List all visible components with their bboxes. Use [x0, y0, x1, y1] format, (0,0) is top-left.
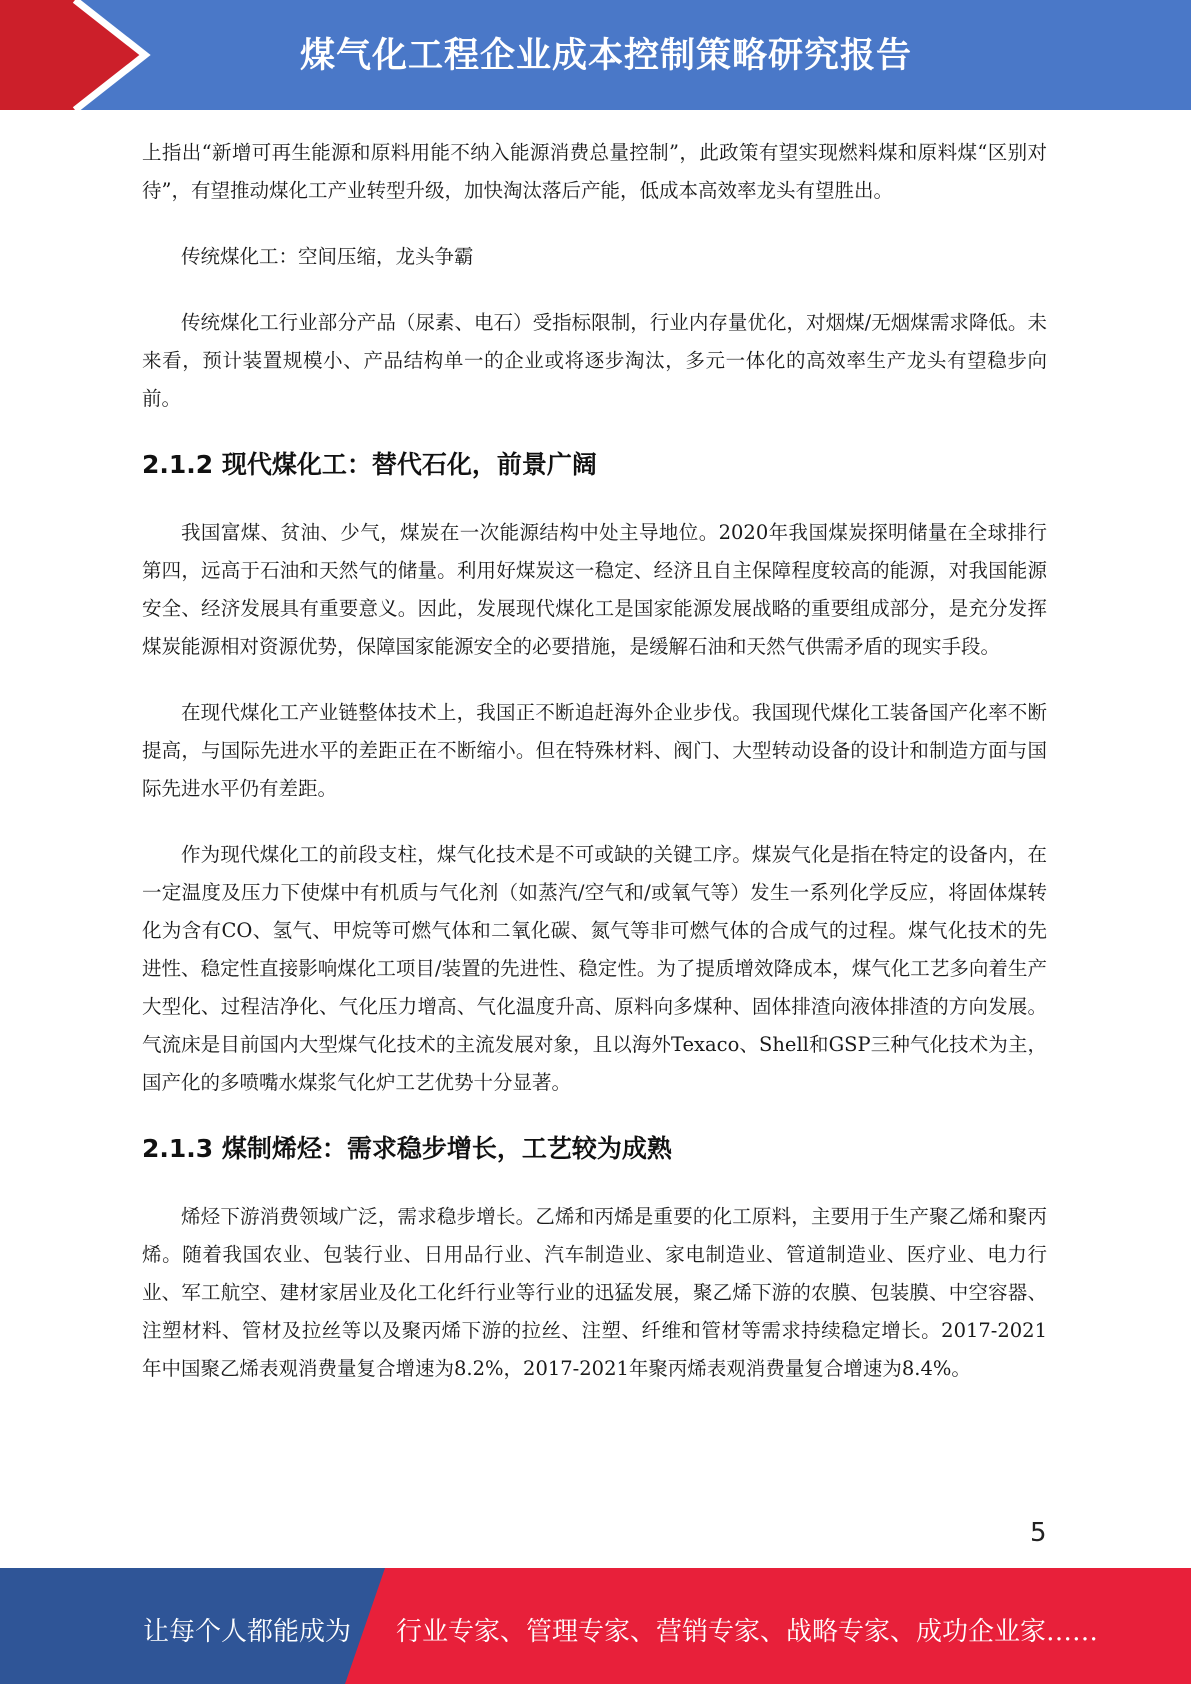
paragraph-energy-structure: 我国富煤、贫油、少气，煤炭在一次能源结构中处主导地位。2020年我国煤炭探明储量在全球排行第四，远高于石油和天然气的储量。利用好煤炭这一稳定、经济且自主保障程度较高的能源，对我国能源安全、经济发展具有重要意义。因此，发展现代煤化工是国家能源发展战略的重要组成部分，是充分发挥煤炭能源相对资源优势，保障国家能源安全的必要措施，是缓解石油和天然气供需矛盾的现实手段。 — [142, 521, 1047, 658]
paragraph-technology-gap: 在现代煤化工产业链整体技术上，我国正不断追赶海外企业步伐。我国现代煤化工装备国产化率不断提高，与国际先进水平的差距正在不断缩小。但在特殊材料、阀门、大型转动设备的设计和制造方面与国际先进水平仍有差距。 — [142, 701, 1047, 800]
document-body — [142, 134, 1047, 1416]
paragraph-gasification: 作为现代煤化工的前段支柱，煤气化技术是不可或缺的关键工序。煤炭气化是指在特定的设备内，在一定温度及压力下使煤中有机质与气化剂（如蒸汽/空气和/或氧气等）发生一系列化学反应，将固体煤转化为含有CO、氢气、甲烷等可燃气体和二氧化碳、氮气等非可燃气体的合成气的过程。煤气化技术的先进性、稳定性直接影响煤化工项目/装置的先进性、稳定性。为了提质增效降成本，煤气化工艺多向着生产大型化、过程洁净化、气化压力增高、气化温度升高、原料向多煤种、固体排渣向液体排渣的方向发展。气流床是目前国内大型煤气化技术的主流发展对象，且以海外Texaco、Shell和GSP三种气化技术为主，国产化的多喷嘴水煤浆气化炉工艺优势十分显著。 — [142, 843, 1047, 1094]
section-heading-2-1-2: 2.1.2 现代煤化工：替代石化，前景广阔 — [142, 450, 597, 479]
footer-slogan-right: 行业专家、管理专家、营销专家、战略专家、成功企业家…… — [396, 1617, 1099, 1647]
page-number: 5 — [1030, 1518, 1047, 1548]
paragraph-traditional: 传统煤化工行业部分产品（尿素、电石）受指标限制，行业内存量优化，对烟煤/无烟煤需求降低。未来看，预计装置规模小、产品结构单一的企业或将逐步淘汰，多元一体化的高效率生产龙头有望稳步向前。 — [142, 311, 1047, 410]
footer-slogan-left: 让每个人都能成为 — [143, 1617, 352, 1647]
paragraph-policy: 上指出“新增可再生能源和原料用能不纳入能源消费总量控制”，此政策有望实现燃料煤和原料煤“区别对待”，有望推动煤化工产业转型升级，加快淘汰落后产能，低成本高效率龙头有望胜出。 — [142, 141, 1047, 202]
page-footer — [0, 1568, 1191, 1684]
paragraph-olefins: 烯烃下游消费领域广泛，需求稳步增长。乙烯和丙烯是重要的化工原料，主要用于生产聚乙烯和聚丙烯。随着我国农业、包装行业、日用品行业、汽车制造业、家电制造业、管道制造业、医疗业、电力行业、军工航空、建材家居业及化工化纤行业等行业的迅猛发展，聚乙烯下游的农膜、包装膜、中空容器、注塑材料、管材及拉丝等以及聚丙烯下游的拉丝、注塑、纤维和管材等需求持续稳定增长。2017-2021年中国聚乙烯表观消费量复合增速为8.2%，2017-2021年聚丙烯表观消费量复合增速为8.4%。 — [142, 1205, 1047, 1380]
subheading-traditional-coal-chemical: 传统煤化工：空间压缩，龙头争霸 — [181, 245, 474, 268]
page-header — [0, 0, 1191, 110]
report-title: 煤气化工程企业成本控制策略研究报告 — [300, 36, 913, 76]
header-red-arrow — [0, 0, 145, 110]
section-heading-2-1-3: 2.1.3 煤制烯烃：需求稳步增长，工艺较为成熟 — [142, 1134, 672, 1163]
